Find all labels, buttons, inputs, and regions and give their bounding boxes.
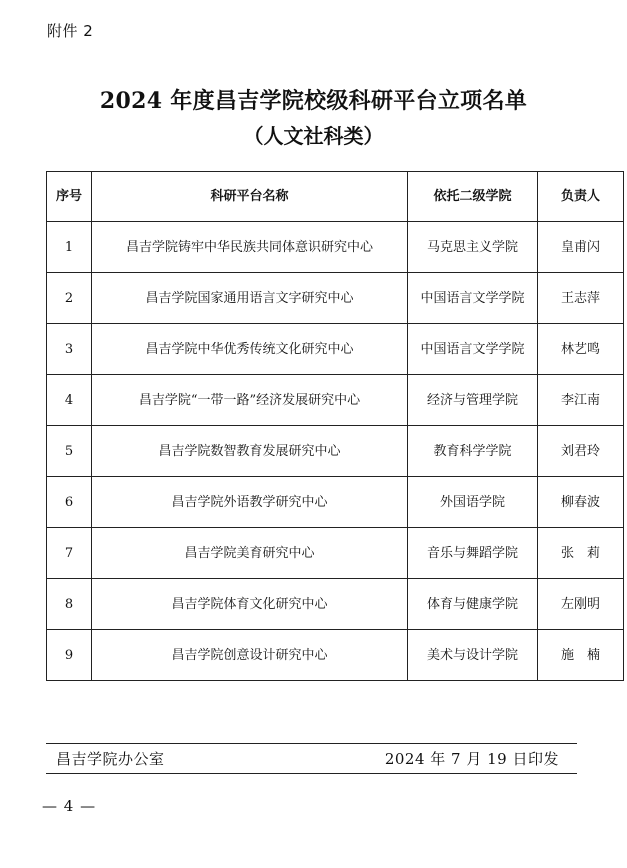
table-body (47, 222, 624, 681)
college-name: 音乐与舞蹈学院 (408, 528, 538, 579)
row-number: 2 (47, 273, 92, 324)
row-number: 8 (47, 579, 92, 630)
platform-name: 昌吉学院体育文化研究中心 (92, 579, 408, 630)
row-number: 1 (47, 222, 92, 273)
row-number: 4 (47, 375, 92, 426)
column-header-college: 依托二级学院 (408, 172, 538, 222)
college-name: 体育与健康学院 (408, 579, 538, 630)
table-row (47, 426, 624, 477)
college-name: 美术与设计学院 (408, 630, 538, 681)
row-number: 9 (47, 630, 92, 681)
leader-name: 柳春波 (538, 477, 624, 528)
row-number: 6 (47, 477, 92, 528)
row-number: 7 (47, 528, 92, 579)
issuing-office: 昌吉学院办公室 (56, 750, 165, 768)
table-row (47, 375, 624, 426)
platform-name: 昌吉学院创意设计研究中心 (92, 630, 408, 681)
row-number: 3 (47, 324, 92, 375)
table-row (47, 273, 624, 324)
table-row (47, 579, 624, 630)
leader-name: 林艺鸣 (538, 324, 624, 375)
table-row (47, 630, 624, 681)
leader-name: 施 楠 (538, 630, 624, 681)
table-row (47, 324, 624, 375)
table-row (47, 528, 624, 579)
row-number: 5 (47, 426, 92, 477)
table-header-row (47, 172, 624, 222)
platform-name: 昌吉学院外语教学研究中心 (92, 477, 408, 528)
college-name: 外国语学院 (408, 477, 538, 528)
leader-name: 刘君玲 (538, 426, 624, 477)
leader-name: 张 莉 (538, 528, 624, 579)
leader-name: 左刚明 (538, 579, 624, 630)
issue-date: 2024 年 7 月 19 日印发 (384, 750, 559, 768)
platform-table (46, 171, 624, 681)
college-name: 教育科学学院 (408, 426, 538, 477)
column-header-leader: 负责人 (538, 172, 624, 222)
document-subtitle: （人文社科类） (243, 124, 384, 148)
column-header-platform-name: 科研平台名称 (92, 172, 408, 222)
leader-name: 皇甫闪 (538, 222, 624, 273)
platform-name: 昌吉学院铸牢中华民族共同体意识研究中心 (92, 222, 408, 273)
table-row (47, 477, 624, 528)
platform-name: 昌吉学院数智教育发展研究中心 (92, 426, 408, 477)
table-header (47, 172, 624, 222)
college-name: 马克思主义学院 (408, 222, 538, 273)
attachment-label: 附件 2 (47, 22, 94, 40)
footer-top-rule (46, 743, 577, 744)
college-name: 中国语言文学学院 (408, 273, 538, 324)
college-name: 经济与管理学院 (408, 375, 538, 426)
leader-name: 王志萍 (538, 273, 624, 324)
document-title: 2024 年度昌吉学院校级科研平台立项名单 (99, 88, 528, 114)
platform-name: 昌吉学院国家通用语言文字研究中心 (92, 273, 408, 324)
leader-name: 李江南 (538, 375, 624, 426)
table-row (47, 222, 624, 273)
platform-name: 昌吉学院中华优秀传统文化研究中心 (92, 324, 408, 375)
column-header-no: 序号 (47, 172, 92, 222)
platform-name: 昌吉学院“一带一路”经济发展研究中心 (92, 375, 408, 426)
college-name: 中国语言文学学院 (408, 324, 538, 375)
platform-name: 昌吉学院美育研究中心 (92, 528, 408, 579)
page-number: — 4 — (42, 797, 97, 815)
footer-bottom-rule (46, 773, 577, 774)
